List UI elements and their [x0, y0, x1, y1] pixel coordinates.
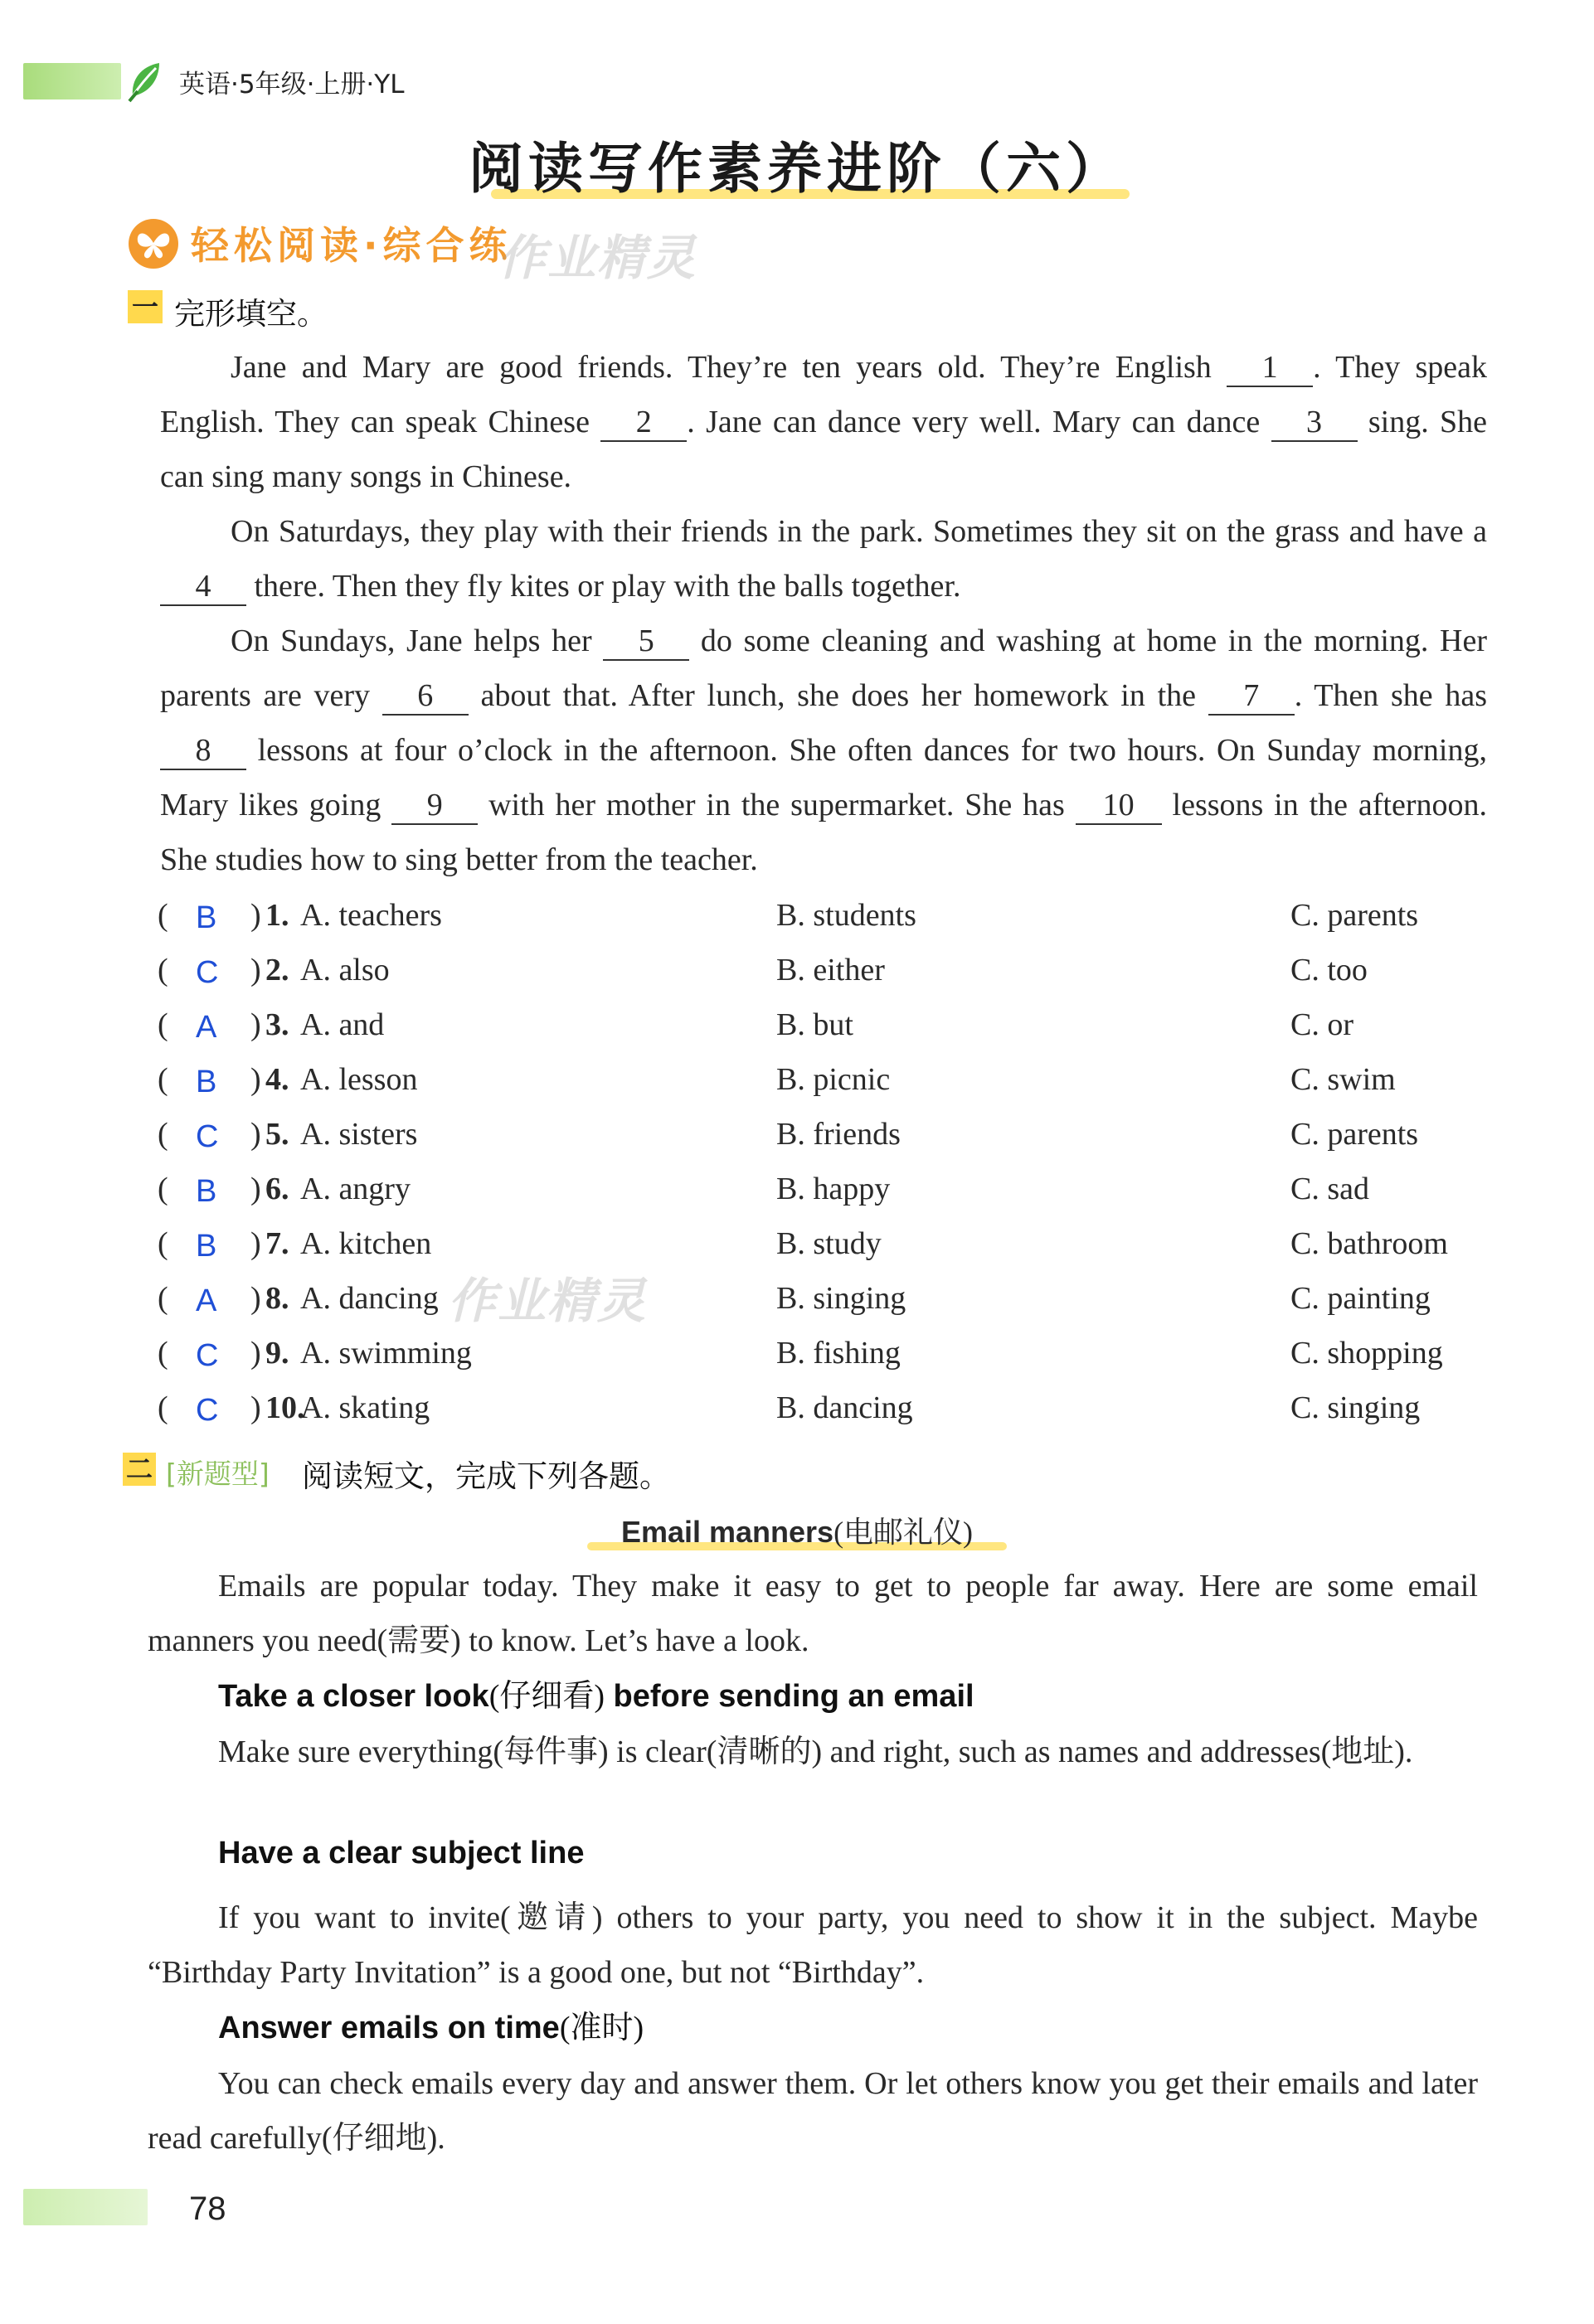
option-b: B. picnic	[776, 1062, 891, 1097]
part-badge: 二	[123, 1453, 156, 1486]
answer: B	[196, 1229, 217, 1264]
option-a: A. lesson	[300, 1062, 418, 1097]
cloze-passage	[160, 340, 1487, 887]
passage-paragraph-3: On Sundays, Jane helps her 5 do some cleaning and washing at home in the morning. Her parents are very 6 about that. After lunch, she does her homework in the 7 . Then she has 8 lessons at four o’clock in the afternoon. She often dances for two hours. On Sunday morning, Mary likes going 9 with her mother in the supermarket. She has 10 lessons in the afternoon. She studies how to sing better from the teacher.	[160, 623, 1488, 877]
watermark: 作业精灵	[498, 230, 697, 286]
blank-2: 2	[600, 404, 687, 442]
option-b: B. study	[776, 1226, 882, 1261]
option-c: C. painting	[1290, 1281, 1431, 1316]
option-b: B. singing	[776, 1281, 906, 1316]
question-row: ( A ) 8. A. dancing B. singing C. painting	[158, 1281, 1431, 1318]
part-instruction: 完形填空。	[174, 296, 328, 332]
tip-1-body: Make sure everything(每件事) is clear(清晰的) and right, such as names and addresses(地址).	[218, 1735, 1413, 1769]
footer-color-bar	[23, 2189, 148, 2225]
option-a: A. sisters	[300, 1117, 418, 1152]
blank-8: 8	[160, 732, 246, 770]
option-b: B. students	[776, 898, 916, 933]
answer: C	[196, 1119, 219, 1154]
tip-1-heading: Take a closer look(仔细看) before sending an email	[218, 1679, 974, 1714]
blank-9: 9	[391, 787, 478, 825]
header-color-bar	[23, 63, 121, 99]
answer: B	[196, 1174, 217, 1209]
question-row: ( A ) 3. A. and B. but C. or	[158, 1007, 1353, 1045]
option-a: A. also	[300, 953, 390, 987]
answer: B	[196, 900, 217, 935]
blank-1: 1	[1227, 349, 1313, 387]
passage-paragraph-2: On Saturdays, they play with their friends in the park. Sometimes they sit on the grass and have a 4 there. Then they fly kites or play with the balls together.	[160, 504, 1487, 614]
leaf-icon	[126, 60, 164, 103]
option-a: A. teachers	[300, 898, 442, 933]
article-title: Email manners(电邮礼仪)	[620, 1515, 974, 1549]
answer: A	[196, 1010, 217, 1045]
blank-6: 6	[382, 677, 469, 716]
question-row: ( C ) 10. A. skating B. dancing C. singing	[158, 1390, 1421, 1428]
answer: C	[196, 955, 219, 990]
answer: A	[196, 1283, 217, 1318]
question-row: ( B ) 4. A. lesson B. picnic C. swim	[158, 1062, 1396, 1099]
option-c: C. singing	[1290, 1390, 1421, 1425]
article-intro: Emails are popular today. They make it easy to get to people far away. Here are some email manners you need(需要) to know. Let’s have a look.	[148, 1569, 1478, 1658]
option-a: A. and	[300, 1007, 385, 1042]
blank-3: 3	[1271, 404, 1358, 442]
option-c: C. sad	[1290, 1172, 1369, 1206]
page-title: 阅读写作素养进阶（六）	[469, 137, 1125, 201]
option-b: B. happy	[776, 1172, 891, 1206]
tip-2-heading: Have a clear subject line	[218, 1836, 585, 1870]
book-info: 英语·5年级·上册·YL	[179, 70, 405, 99]
blank-5: 5	[603, 623, 689, 661]
question-row: ( C ) 9. A. swimming B. fishing C. shopping	[158, 1336, 1443, 1373]
new-type-tag: [新题型]	[166, 1458, 270, 1490]
answer: C	[196, 1393, 219, 1428]
answer: C	[196, 1338, 219, 1373]
page-number: 78	[189, 2191, 226, 2227]
question-row: ( B ) 6. A. angry B. happy C. sad	[158, 1172, 1369, 1209]
butterfly-icon	[128, 218, 179, 269]
tip-3-heading: Answer emails on time(准时)	[218, 2011, 644, 2045]
option-c: C. bathroom	[1290, 1226, 1448, 1261]
question-row: ( C ) 5. A. sisters B. friends C. parents	[158, 1117, 1419, 1154]
option-a: A. dancing	[300, 1281, 439, 1316]
option-c: C. parents	[1290, 1117, 1419, 1152]
option-c: C. swim	[1290, 1062, 1396, 1097]
option-c: C. shopping	[1290, 1336, 1443, 1371]
question-row: ( B ) 1. A. teachers B. students C. parents	[158, 898, 1419, 935]
blank-7: 7	[1208, 677, 1295, 716]
option-c: C. or	[1290, 1007, 1353, 1042]
blank-10: 10	[1076, 787, 1162, 825]
option-a: A. swimming	[300, 1336, 472, 1371]
option-b: B. but	[776, 1007, 853, 1042]
option-c: C. parents	[1290, 898, 1419, 933]
section-title: 轻松阅读·综合练	[191, 223, 513, 268]
part-badge: 一	[128, 290, 163, 323]
tip-2-body: If you want to invite(邀请) others to your party, you need to show it in the subject. Maybe “Birthday Party Invitation” is a good one, but not “Birthday”.	[148, 1900, 1478, 1990]
option-b: B. either	[776, 953, 885, 987]
option-b: B. dancing	[776, 1390, 913, 1425]
question-row: ( C ) 2. A. also B. either C. too	[158, 953, 1368, 990]
option-a: A. skating	[300, 1390, 430, 1425]
passage-paragraph-1: Jane and Mary are good friends. They’re ten years old. They’re English 1 . They speak English. They can speak Chinese 2 . Jane can dance very well. Mary can dance 3 sing. She can sing many songs in Chinese.	[160, 350, 1488, 494]
part-instruction: 阅读短文，完成下列各题。	[302, 1458, 670, 1494]
option-a: A. kitchen	[300, 1226, 432, 1261]
blank-4: 4	[160, 568, 246, 606]
question-row: ( B ) 7. A. kitchen B. study C. bathroom	[158, 1226, 1448, 1264]
tip-3-body: You can check emails every day and answer them. Or let others know you get their emails and later read carefully(仔细地).	[148, 2066, 1478, 2156]
option-b: B. friends	[776, 1117, 901, 1152]
watermark: 作业精灵	[448, 1273, 648, 1329]
option-b: B. fishing	[776, 1336, 901, 1371]
option-c: C. too	[1290, 953, 1368, 987]
option-a: A. angry	[300, 1172, 411, 1206]
answer: B	[196, 1065, 217, 1099]
